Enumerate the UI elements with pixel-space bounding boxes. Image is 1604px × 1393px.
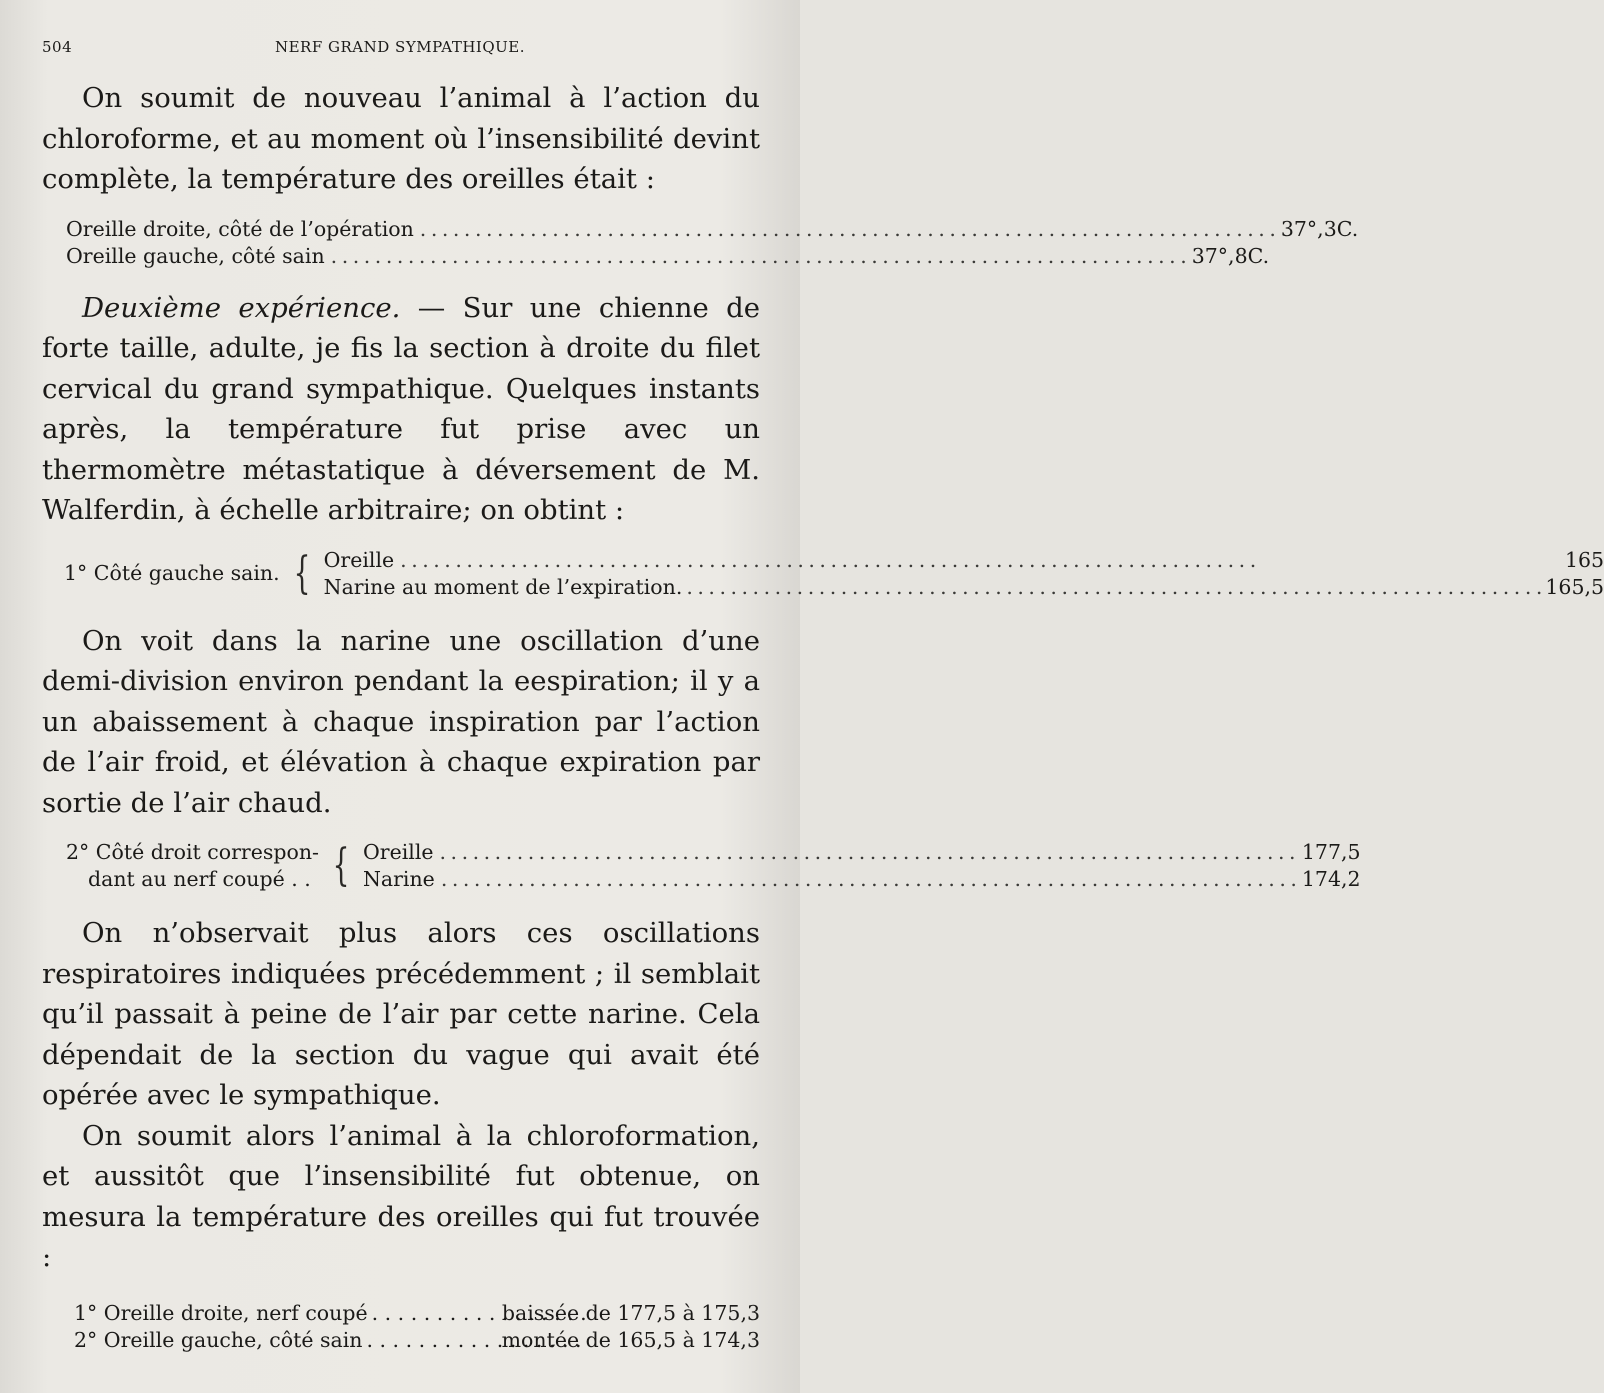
row-value: 165,5	[1545, 574, 1604, 599]
paragraph-2-text: — Sur une chienne de forte taille, adulte, je fis la section à droite du filet cervical du grand sympathique. Quelques instants après, la température fut prise avec un thermomètre métastatique à déversement de M. Walferdin, à échelle arbitraire; on obtint :	[42, 291, 761, 526]
row-value: 37°,8C.	[1191, 243, 1270, 268]
paragraph-5: On soumit alors l’animal à la chloroformation, et aussitôt que l’insensibilité fut obtenue, on mesura la température des oreilles qui fut trouvée :	[42, 1119, 760, 1273]
page-body	[42, 78, 1604, 1354]
leader-dots	[400, 547, 1559, 574]
paragraph-2	[42, 288, 760, 531]
paragraph-3: On voit dans la narine une oscillation d’une demi-division environ pendant la eespiration; il y a un abaissement à chaque inspiration par l’action de l’air froid, et élévation à chaque expiration par sortie de l’air chaud.	[42, 624, 760, 819]
leader-dots	[440, 839, 1296, 866]
running-title: NERF GRAND SYMPATHIQUE.	[274, 38, 525, 56]
group-label-line-1: 2° Côté droit correspon-	[66, 840, 319, 864]
page-number: 504	[42, 38, 73, 56]
right-side-table	[66, 839, 1361, 893]
group-items	[324, 547, 1604, 601]
table-row	[363, 839, 1361, 866]
row-value: montée de 165,5 à 174,3	[501, 1327, 760, 1352]
ear-temperature-table-1	[66, 216, 1359, 270]
row-label: 2° Oreille gauche, côté sain	[74, 1327, 363, 1352]
experiment-title: Deuxième expérience.	[82, 291, 401, 324]
table-row	[324, 547, 1604, 574]
row-label: Narine au moment de l’expiration.	[323, 574, 683, 599]
row-label: Oreille gauche, côté sain	[66, 243, 325, 268]
leader-dots	[331, 243, 1186, 270]
group-label-line-2: dant au nerf coupé . .	[88, 867, 311, 891]
brace-icon: {	[293, 547, 311, 599]
row-value: 165	[1564, 547, 1604, 572]
paragraph-1: On soumit de nouveau l’animal à l’action du chloroforme, et au moment où l’insensibilité devint complète, la température des oreilles était :	[42, 82, 760, 195]
row-label: Oreille	[323, 547, 395, 572]
row-value: 174,2	[1301, 867, 1361, 891]
row-value: baissée de 177,5 à 175,3	[501, 1300, 760, 1325]
row-label: Oreille	[362, 840, 434, 864]
brace-icon: {	[332, 840, 350, 891]
group-label	[66, 839, 319, 893]
row-label: Narine	[362, 867, 435, 891]
table-row	[66, 216, 1359, 243]
left-side-table	[64, 547, 1604, 601]
group-items	[363, 839, 1361, 893]
row-label: 1° Oreille droite, nerf coupé	[74, 1300, 368, 1325]
row-value: 37°,3C.	[1280, 216, 1359, 241]
group-label: 1° Côté gauche sain.	[64, 561, 280, 585]
final-temperature-table	[74, 1300, 760, 1354]
table-row	[74, 1300, 760, 1327]
table-row	[66, 243, 1270, 270]
leader-dots	[441, 866, 1296, 893]
leader-dots	[420, 216, 1275, 243]
table-row	[363, 866, 1361, 893]
leader-dots	[686, 574, 1541, 601]
page-header	[42, 38, 758, 64]
row-value: 177,5	[1301, 840, 1361, 864]
table-row	[74, 1327, 760, 1354]
row-label: Oreille droite, côté de l’opération	[66, 216, 414, 241]
paragraph-4: On n’observait plus alors ces oscillations respiratoires indiquées précédemment ; il semblait qu’il passait à peine de l’air par cette narine. Cela dépendait de la section du vague qui avait été opérée avec le sympathique.	[42, 917, 760, 1111]
table-row	[324, 574, 1604, 601]
